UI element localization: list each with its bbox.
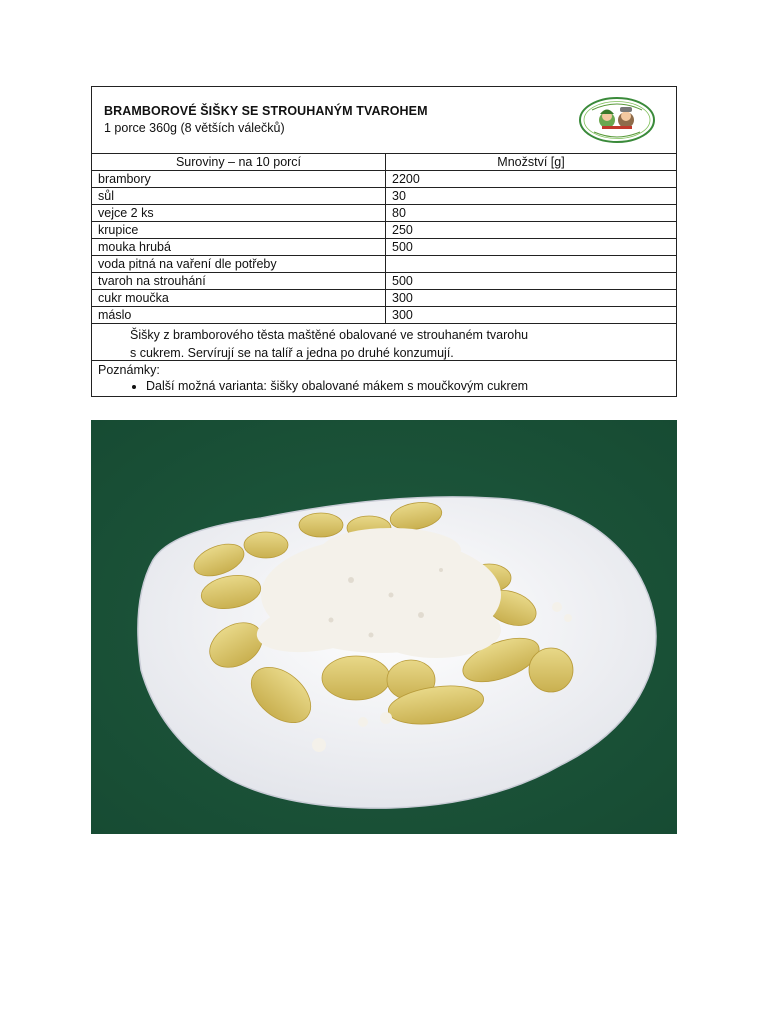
table-row xyxy=(92,239,676,256)
ingredient-name: sůl xyxy=(92,188,386,205)
description-line: s cukrem. Servírují se na talíř a jedna po druhé konzumují. xyxy=(130,346,454,360)
school-canteen-logo-icon xyxy=(578,96,656,144)
description-line: Šišky z bramborového těsta maštěné obalované ve strouhaném tvarohu xyxy=(130,328,529,342)
ingredient-name: vejce 2 ks xyxy=(92,205,386,222)
table-row xyxy=(92,290,676,307)
table-row xyxy=(92,188,676,205)
list-item: • Další možná varianta: šišky obalované mákem s moučkovým cukrem xyxy=(146,378,670,394)
ingredient-amount: 300 xyxy=(386,290,677,307)
ingredient-amount: 300 xyxy=(386,307,677,324)
dish-photo xyxy=(91,420,677,834)
table-row xyxy=(92,205,676,222)
ingredient-name: voda pitná na vaření dle potřeby xyxy=(92,256,386,273)
column-header-amount: Množství [g] xyxy=(386,154,677,171)
recipe-title: BRAMBOROVÉ ŠIŠKY SE STROUHANÝM TVAROHEM xyxy=(104,104,428,118)
column-header-ingredients: Suroviny – na 10 porcí xyxy=(92,154,386,171)
table-row xyxy=(92,222,676,239)
table-row xyxy=(92,256,676,273)
ingredient-amount: 250 xyxy=(386,222,677,239)
ingredient-name: tvaroh na strouhání xyxy=(92,273,386,290)
ingredient-amount: 500 xyxy=(386,273,677,290)
recipe-header xyxy=(92,87,676,154)
ingredient-name: krupice xyxy=(92,222,386,239)
ingredient-name: mouka hrubá xyxy=(92,239,386,256)
ingredient-name: cukr moučka xyxy=(92,290,386,307)
notes-section xyxy=(92,361,676,396)
ingredients-table xyxy=(92,154,676,324)
ingredient-name: máslo xyxy=(92,307,386,324)
notes-label: Poznámky: xyxy=(98,363,160,377)
ingredient-amount: 500 xyxy=(386,239,677,256)
notes-list xyxy=(98,378,670,394)
recipe-description xyxy=(92,324,676,361)
ingredient-amount: 80 xyxy=(386,205,677,222)
ingredient-amount xyxy=(386,256,677,273)
recipe-card xyxy=(91,86,677,397)
table-header-row xyxy=(92,154,676,171)
ingredient-name: brambory xyxy=(92,171,386,188)
table-row xyxy=(92,171,676,188)
table-row xyxy=(92,273,676,290)
ingredient-amount: 30 xyxy=(386,188,677,205)
recipe-portion: 1 porce 360g (8 větších válečků) xyxy=(104,121,285,135)
table-row xyxy=(92,307,676,324)
ingredient-amount: 2200 xyxy=(386,171,677,188)
